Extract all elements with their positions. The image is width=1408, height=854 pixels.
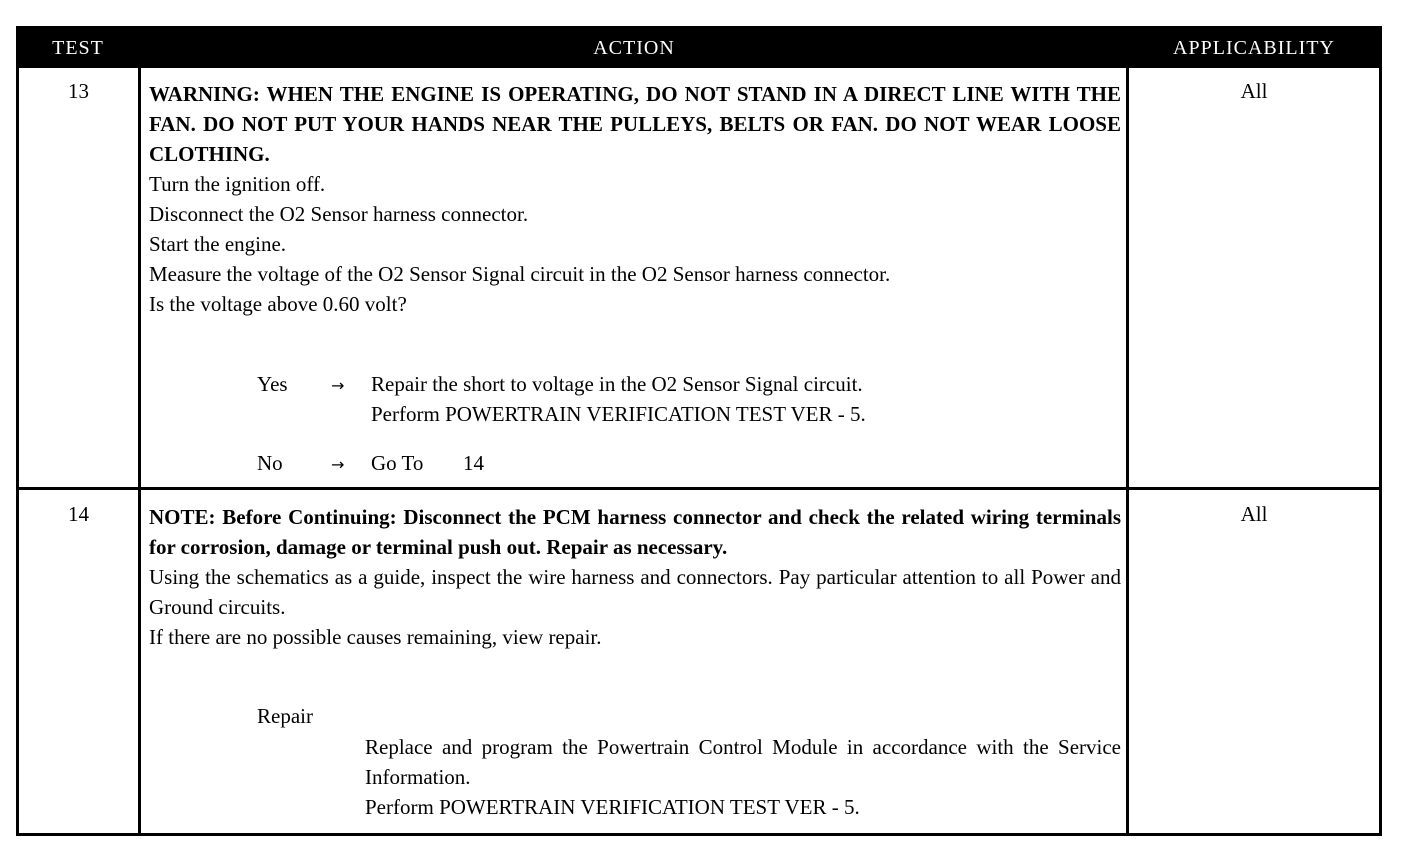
repair-action-text: Replace and program the Powertrain Control Module in accordance with the Service Information. xyxy=(365,735,1121,789)
row-divider xyxy=(19,487,1379,490)
yes-action-line: Perform POWERTRAIN VERIFICATION TEST VER - 5. xyxy=(371,402,866,426)
question-text: Is the voltage above 0.60 volt? xyxy=(149,292,407,316)
repair-label: Repair xyxy=(257,704,313,728)
step-text: Measure the voltage of the O2 Sensor Signal circuit in the O2 Sensor harness connector. xyxy=(149,262,891,286)
action-cell xyxy=(149,79,1121,319)
step-text: Disconnect the O2 Sensor harness connector. xyxy=(149,202,529,226)
header-action: ACTION xyxy=(593,37,675,59)
yes-arrow-icon: → xyxy=(331,376,345,395)
no-label: No xyxy=(257,451,283,475)
step-text: Using the schematics as a guide, inspect the wire harness and connectors. Pay particular attention to all Power and Ground circuits. xyxy=(149,565,1121,619)
action-cell xyxy=(149,502,1121,652)
repair-action-line: Perform POWERTRAIN VERIFICATION TEST VER - 5. xyxy=(365,795,860,819)
no-goto-target: 14 xyxy=(463,451,484,475)
yes-label: Yes xyxy=(257,372,288,396)
no-goto-label: Go To xyxy=(371,451,424,475)
header-test: TEST xyxy=(52,37,104,59)
applicability-value: All xyxy=(1240,502,1268,526)
step-text: Start the engine. xyxy=(149,232,287,256)
test-number: 14 xyxy=(68,502,89,526)
table-header xyxy=(19,29,1379,68)
step-text: Turn the ignition off. xyxy=(149,172,326,196)
column-divider xyxy=(1126,68,1129,833)
step-text: If there are no possible causes remaining, view repair. xyxy=(149,625,602,649)
column-divider xyxy=(138,68,141,833)
applicability-value: All xyxy=(1240,79,1268,103)
no-arrow-icon: → xyxy=(331,455,345,474)
diagnostic-table xyxy=(16,26,1382,836)
test-number: 13 xyxy=(68,79,89,103)
note-text: NOTE: Before Continuing: Disconnect the PCM harness connector and check the related wiring terminals for corrosion, damage or terminal push out. Repair as necessary. xyxy=(149,505,1121,559)
yes-action-line: Repair the short to voltage in the O2 Sensor Signal circuit. xyxy=(371,372,863,396)
header-applicability: APPLICABILITY xyxy=(1173,37,1335,59)
warning-text: WARNING: WHEN THE ENGINE IS OPERATING, DO NOT STAND IN A DIRECT LINE WITH THE FAN. DO NOT PUT YOUR HANDS NEAR THE PULLEYS, BELTS OR FAN. DO NOT WEAR LOOSE CLOTHING. xyxy=(149,82,1121,166)
